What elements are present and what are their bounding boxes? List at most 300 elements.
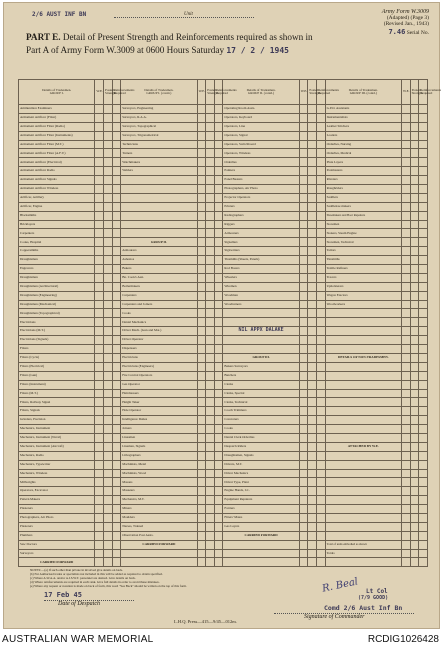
trade-label: Wagon Erectors: [325, 291, 401, 300]
trade-label: [325, 487, 401, 496]
trade-label: Armament Artificer Fitter (Radio): [19, 122, 95, 131]
trade-label: Boilermakers: [121, 282, 197, 291]
trade-label: Butchers: [223, 371, 299, 380]
count-cell: [112, 238, 121, 247]
count-cell: [214, 193, 223, 202]
count-cell: [103, 238, 112, 247]
count-cell: [214, 460, 223, 469]
count-cell: [103, 478, 112, 487]
count-cell: [317, 131, 326, 140]
trade-label: Surveyors, R.A.A.: [121, 113, 197, 122]
count-cell: [401, 496, 410, 505]
count-cell: [308, 256, 317, 265]
table-row: [19, 451, 428, 460]
count-cell: [299, 291, 308, 300]
count-cell: [95, 336, 104, 345]
trade-label: G.P.O. Assistants: [325, 105, 401, 114]
count-cell: [410, 113, 419, 122]
count-cell: [197, 353, 206, 362]
trade-label: Dental Mechanics: [121, 318, 197, 327]
trade-label: [325, 398, 401, 407]
trade-label: [325, 425, 401, 434]
count-cell: [206, 202, 215, 211]
table-row: [19, 425, 428, 434]
count-cell: [103, 176, 112, 185]
serial-value: 7.46: [388, 28, 406, 36]
count-cell: [103, 185, 112, 194]
commander-block: [274, 576, 414, 620]
count-cell: [299, 113, 308, 122]
count-cell: [419, 513, 428, 522]
trade-label: Observation Post Assts.: [121, 531, 197, 540]
count-cell: [410, 398, 419, 407]
count-cell: [410, 167, 419, 176]
count-cell: [317, 416, 326, 425]
trade-label: Fitters (Gun): [19, 371, 95, 380]
count-cell: [95, 505, 104, 514]
trade-label: Mechanics, Instrument (Aircraft): [19, 442, 95, 451]
trade-label: Orderlies, Nursing: [325, 140, 401, 149]
trade-label: Signwriters: [223, 247, 299, 256]
count-cell: [112, 193, 121, 202]
count-cell: [308, 273, 317, 282]
count-cell: [419, 265, 428, 274]
count-cell: [197, 202, 206, 211]
trade-label: [121, 220, 197, 229]
trade-label: Engravers: [19, 265, 95, 274]
table-row: [19, 398, 428, 407]
trade-label: Electricians (Signals): [19, 336, 95, 345]
count-cell: [206, 505, 215, 514]
table-row: [19, 433, 428, 442]
count-cell: [401, 220, 410, 229]
count-cell: [419, 122, 428, 131]
trade-label: Total of units embodied as shown: [325, 540, 401, 549]
count-cell: [112, 478, 121, 487]
count-cell: [103, 380, 112, 389]
count-cell: [214, 433, 223, 442]
count-cell: [197, 247, 206, 256]
trade-label: Surveyors: [19, 549, 95, 558]
count-cell: [308, 425, 317, 434]
table-row: [19, 300, 428, 309]
count-cell: [103, 513, 112, 522]
count-cell: [197, 451, 206, 460]
count-cell: [308, 469, 317, 478]
form-number: Army Form W.3009: [381, 9, 429, 15]
count-cell: [299, 549, 308, 558]
table-row: [19, 113, 428, 122]
count-cell: [419, 433, 428, 442]
count-cell: [112, 496, 121, 505]
count-cell: [410, 291, 419, 300]
count-cell: [112, 131, 121, 140]
count-cell: [197, 487, 206, 496]
trade-label: [223, 309, 299, 318]
trade-label: [121, 229, 197, 238]
count-cell: [112, 371, 121, 380]
count-cell: [197, 505, 206, 514]
count-cell: [317, 353, 326, 362]
count-cell: [419, 327, 428, 336]
count-cell: [206, 496, 215, 505]
count-cell: [214, 256, 223, 265]
count-cell: [112, 247, 121, 256]
count-cell: [112, 256, 121, 265]
count-cell: [299, 140, 308, 149]
count-cell: [197, 265, 206, 274]
count-cell: [95, 389, 104, 398]
count-cell: [112, 158, 121, 167]
count-cell: [308, 327, 317, 336]
count-cell: [103, 149, 112, 158]
trade-label: Operators, Wireless: [223, 149, 299, 158]
trade-label: Hole Operator: [121, 407, 197, 416]
count-cell: [206, 149, 215, 158]
count-cell: [103, 398, 112, 407]
trade-label: Armament Artificer Signals: [19, 176, 95, 185]
count-cell: [103, 469, 112, 478]
count-cell: [317, 451, 326, 460]
table-row: [19, 478, 428, 487]
count-cell: [197, 478, 206, 487]
count-cell: [299, 211, 308, 220]
count-cell: [103, 140, 112, 149]
count-cell: [410, 265, 419, 274]
count-cell: [299, 318, 308, 327]
count-cell: [410, 220, 419, 229]
count-cell: [197, 513, 206, 522]
trade-label: Draughtsmen, Signals: [223, 451, 299, 460]
count-cell: [197, 229, 206, 238]
count-cell: [214, 353, 223, 362]
count-cell: [410, 425, 419, 434]
despatch-block: [44, 591, 134, 607]
count-cell: [317, 549, 326, 558]
count-cell: [197, 167, 206, 176]
trade-label: Projector Operators: [223, 193, 299, 202]
count-cell: [299, 105, 308, 114]
count-cell: [95, 149, 104, 158]
trade-label: [325, 371, 401, 380]
count-cell: [197, 256, 206, 265]
count-cell: [95, 122, 104, 131]
table-row: [19, 220, 428, 229]
count-cell: [299, 505, 308, 514]
trade-label: [325, 345, 401, 354]
count-cell: [401, 451, 410, 460]
count-cell: [112, 522, 121, 531]
count-cell: [95, 229, 104, 238]
table-row: [19, 549, 428, 558]
count-cell: [317, 389, 326, 398]
count-cell: [299, 380, 308, 389]
trade-label: Mechanics, Typewriter: [19, 460, 95, 469]
table-row: [19, 202, 428, 211]
trade-label: Surveyors, Trigonometrical: [121, 131, 197, 140]
count-cell: [197, 433, 206, 442]
count-cell: [214, 558, 223, 567]
table-row: [19, 460, 428, 469]
count-cell: [95, 469, 104, 478]
count-cell: [308, 505, 317, 514]
count-cell: [112, 327, 121, 336]
count-cell: [401, 345, 410, 354]
count-cell: [308, 229, 317, 238]
trade-label: Draughtsmen (Engineering): [19, 291, 95, 300]
count-cell: [103, 309, 112, 318]
trade-label: Millwrights: [19, 478, 95, 487]
count-cell: [299, 149, 308, 158]
count-cell: [308, 487, 317, 496]
count-cell: [95, 202, 104, 211]
count-cell: [112, 549, 121, 558]
count-cell: [401, 398, 410, 407]
count-cell: [214, 300, 223, 309]
count-cell: [419, 505, 428, 514]
count-cell: [197, 469, 206, 478]
trade-label: Mechanics, Instrument (Naval): [19, 433, 95, 442]
count-cell: [299, 176, 308, 185]
trade-label: Wiremen: [223, 282, 299, 291]
count-cell: [317, 362, 326, 371]
count-cell: [206, 122, 215, 131]
trade-label: Armament Artificer Fitter (Instruments): [19, 131, 95, 140]
count-cell: [401, 336, 410, 345]
count-cell: [103, 416, 112, 425]
count-cell: [197, 522, 206, 531]
trade-label: Cooks: [223, 425, 299, 434]
count-cell: [197, 558, 206, 567]
trade-label: [121, 193, 197, 202]
form-adapted: (Adapted) (Page 3): [386, 15, 429, 21]
count-cell: [112, 389, 121, 398]
count-cell: [95, 185, 104, 194]
count-cell: [112, 265, 121, 274]
trade-label: Draughtsmen (Topographical): [19, 309, 95, 318]
note-line: (d) Where reinforcements are required in each rank. Give full details in order to avoid these mistakes.: [30, 580, 160, 585]
count-cell: [206, 131, 215, 140]
count-cell: [401, 113, 410, 122]
count-cell: [419, 282, 428, 291]
count-cell: [214, 549, 223, 558]
trade-label: Clerks, Special: [223, 389, 299, 398]
count-cell: [308, 113, 317, 122]
count-cell: [95, 327, 104, 336]
trade-label: Surveyors, Engineering: [121, 105, 197, 114]
count-cell: [95, 353, 104, 362]
trade-label: Dispensers: [121, 345, 197, 354]
count-cell: [112, 362, 121, 371]
count-cell: [410, 540, 419, 549]
count-cell: [299, 158, 308, 167]
count-cell: [401, 327, 410, 336]
count-cell: [419, 300, 428, 309]
count-cell: [299, 131, 308, 140]
count-cell: [401, 256, 410, 265]
count-cell: [214, 425, 223, 434]
trade-label: [121, 549, 197, 558]
count-cell: [308, 531, 317, 540]
count-cell: [299, 327, 308, 336]
count-cell: [103, 327, 112, 336]
count-cell: [317, 380, 326, 389]
header-reinf: Reinforcements Required: [317, 80, 326, 105]
count-cell: [419, 362, 428, 371]
count-cell: [103, 193, 112, 202]
count-cell: [317, 398, 326, 407]
trade-label: Technicians: [121, 140, 197, 149]
count-cell: [308, 211, 317, 220]
header-reinf: Reinforcements Required: [419, 80, 428, 105]
trade-label: Plumbers: [19, 531, 95, 540]
count-cell: [317, 273, 326, 282]
trade-label: Operators, Excavator: [19, 487, 95, 496]
trade-label: Operating Room Assts.: [223, 105, 299, 114]
header-details-group-i: Details of Tradesmen. GROUP I.: [19, 80, 95, 105]
count-cell: [410, 549, 419, 558]
count-cell: [317, 211, 326, 220]
trade-label: Fitters, Railway Signal: [19, 398, 95, 407]
header-we: W.E.: [95, 80, 104, 105]
count-cell: [401, 318, 410, 327]
count-cell: [214, 202, 223, 211]
count-cell: [419, 451, 428, 460]
table-row: [19, 531, 428, 540]
count-cell: [317, 522, 326, 531]
count-cell: [317, 238, 326, 247]
trade-label: Plasterers: [19, 505, 95, 514]
count-cell: [317, 291, 326, 300]
count-cell: [419, 273, 428, 282]
count-cell: [299, 442, 308, 451]
count-cell: [401, 229, 410, 238]
count-cell: [308, 220, 317, 229]
count-cell: [112, 460, 121, 469]
table-row: [19, 309, 428, 318]
trade-label: Mechanics, Instrument: [19, 425, 95, 434]
trade-label: CARRIED FORWARD: [121, 540, 197, 549]
count-cell: [206, 291, 215, 300]
trade-label: [325, 433, 401, 442]
count-cell: [308, 300, 317, 309]
trade-label: Fire Control Operators: [121, 371, 197, 380]
trade-label: Photographers, Air Photo: [223, 185, 299, 194]
trade-label: [121, 202, 197, 211]
table-row: [19, 362, 428, 371]
table-row: [19, 371, 428, 380]
count-cell: [308, 131, 317, 140]
note-line: (e) Where any request or notation is made on back of form, this word "See Back" should be written on the top of this form.: [30, 584, 187, 589]
trade-label: CARRIED FORWARD: [223, 531, 299, 540]
trade-label: Lithographers: [121, 451, 197, 460]
count-cell: [419, 247, 428, 256]
unit-label: Unit: [184, 12, 193, 17]
count-cell: [317, 309, 326, 318]
table-row: [19, 167, 428, 176]
trade-label: Tailors: [325, 247, 401, 256]
table-row: [19, 416, 428, 425]
count-cell: [95, 416, 104, 425]
count-cell: [214, 211, 223, 220]
count-cell: [299, 513, 308, 522]
trade-label: Fitters' Mates: [223, 513, 299, 522]
count-cell: [214, 318, 223, 327]
header-reinf: Reinforcements Required: [214, 80, 223, 105]
count-cell: [317, 327, 326, 336]
count-cell: [299, 229, 308, 238]
trade-label: Surveyors, Topographical: [121, 122, 197, 131]
count-cell: [317, 158, 326, 167]
count-cell: [103, 549, 112, 558]
count-cell: [401, 513, 410, 522]
count-cell: [317, 247, 326, 256]
table-row: [19, 158, 428, 167]
count-cell: [206, 442, 215, 451]
trade-label: Asbestos: [121, 256, 197, 265]
trade-label: Carpenters: [121, 291, 197, 300]
count-cell: [95, 398, 104, 407]
count-cell: [308, 291, 317, 300]
trade-label: Pattern Makers: [19, 496, 95, 505]
count-cell: [410, 105, 419, 114]
trade-label: Machinists, Metal: [121, 460, 197, 469]
count-cell: [103, 345, 112, 354]
count-cell: [308, 185, 317, 194]
count-cell: [299, 487, 308, 496]
count-cell: [103, 122, 112, 131]
count-cell: [299, 122, 308, 131]
trade-label: Despatch Riders: [223, 442, 299, 451]
count-cell: [214, 407, 223, 416]
count-cell: [103, 202, 112, 211]
trade-label: Bricklayers: [19, 220, 95, 229]
trade-label: Masons: [121, 478, 197, 487]
count-cell: [410, 442, 419, 451]
count-cell: [206, 211, 215, 220]
count-cell: [401, 282, 410, 291]
trade-label: GROUP III.: [223, 353, 299, 362]
count-cell: [317, 558, 326, 567]
trade-label: [223, 549, 299, 558]
trade-label: Storemen, Technical: [325, 238, 401, 247]
table-row: [19, 487, 428, 496]
count-cell: [112, 442, 121, 451]
count-cell: [95, 273, 104, 282]
trade-label: Driver Type, Plant: [223, 478, 299, 487]
count-cell: [206, 549, 215, 558]
trade-label: Painters: [223, 167, 299, 176]
count-cell: [308, 318, 317, 327]
trade-label: Riveters: [325, 176, 401, 185]
trade-label: Electricians (Engineers): [121, 362, 197, 371]
trade-label: [121, 185, 197, 194]
count-cell: [317, 122, 326, 131]
count-cell: [317, 513, 326, 522]
trade-label: Carpenters: [19, 229, 95, 238]
count-cell: [103, 389, 112, 398]
trade-label: [325, 327, 401, 336]
count-cell: [206, 345, 215, 354]
count-cell: [401, 122, 410, 131]
count-cell: [197, 327, 206, 336]
count-cell: [197, 407, 206, 416]
count-cell: [308, 522, 317, 531]
count-cell: [206, 238, 215, 247]
trade-label: Mechanics, Radio: [19, 451, 95, 460]
count-cell: [206, 407, 215, 416]
count-cell: [410, 451, 419, 460]
